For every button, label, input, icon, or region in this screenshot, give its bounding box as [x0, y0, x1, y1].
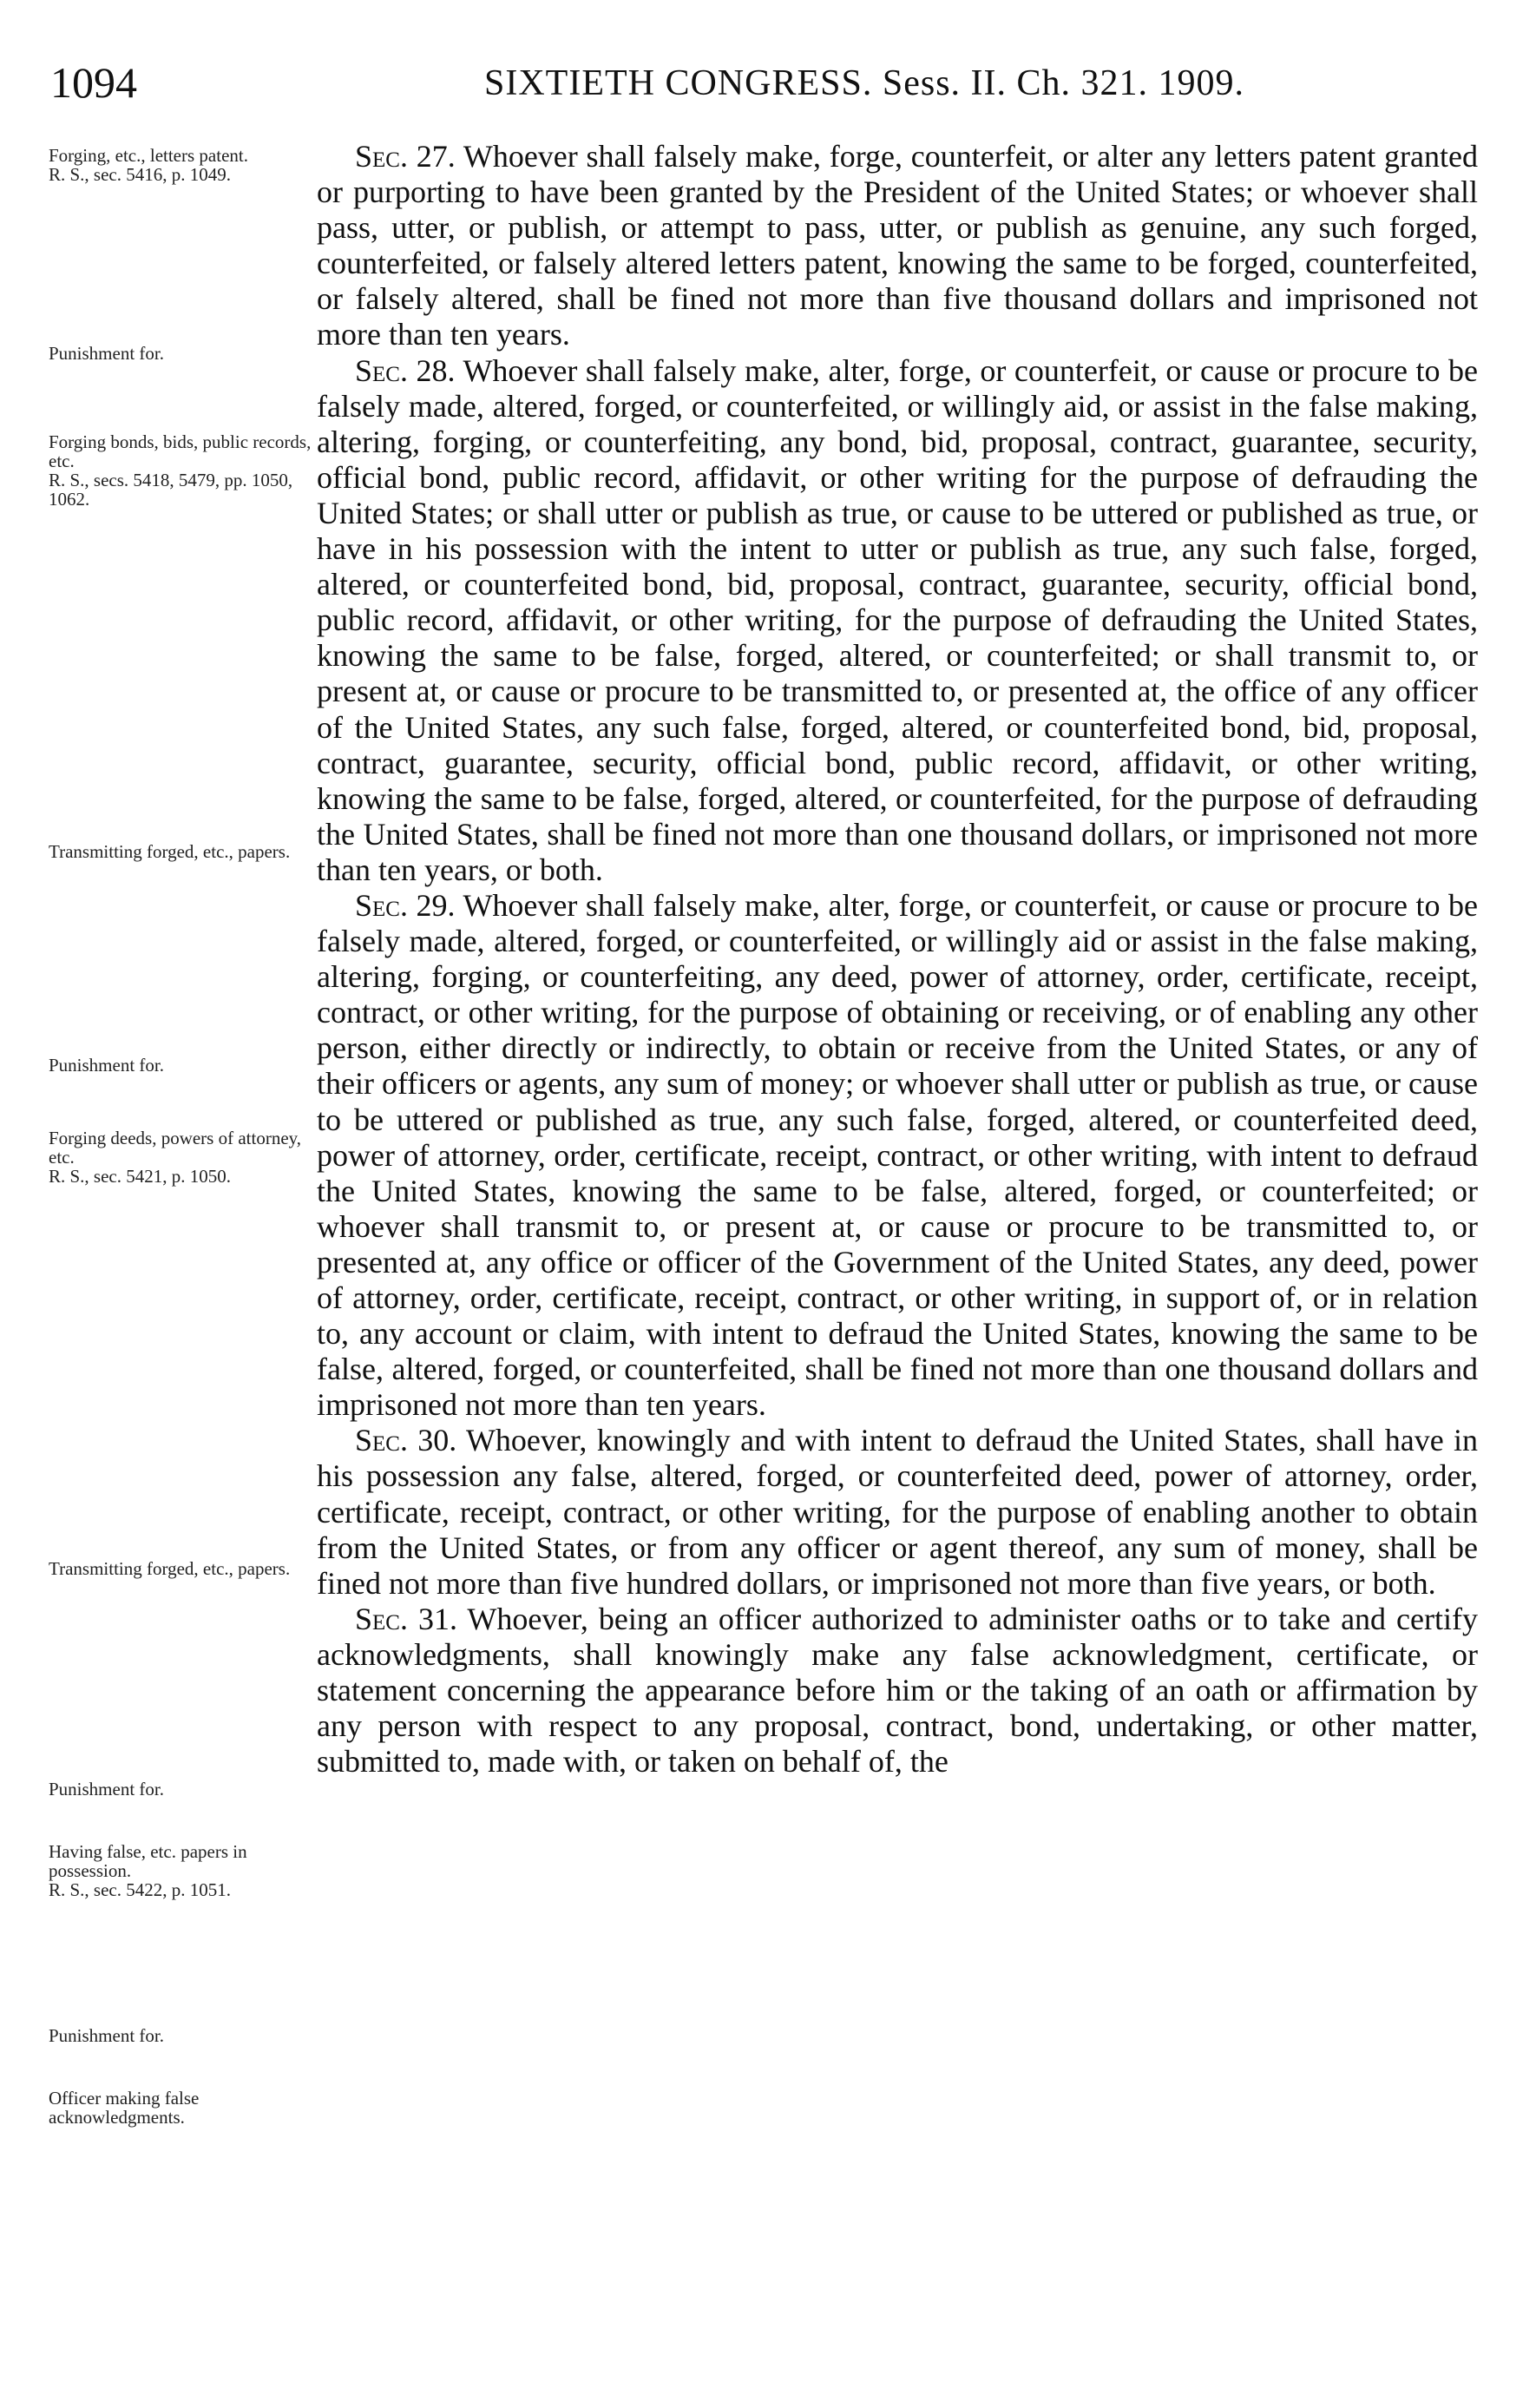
margin-note-citation: R. S., sec. 5416, p. 1049.	[49, 164, 231, 185]
section-text: Whoever shall falsely make, alter, forge, or counterfeit, or cause or procure to be falsely made, altered, forged, or counterfeited, or willingly aid or assist in the false making, altering, forging, or counterfeiting, any deed, power of attorney, order, certificate, receipt, contract, or other writing, for the purpose of obtaining or receiving, or of enabling any other person, either directly or indirectly, to obtain or receive from the United States, or any of their officers or agents, any sum of money; or whoever shall utter or publish as true, or cause to be uttered or published as true, any such false, forged, altered, or counterfeited deed, power of attorney, order, certificate, receipt, contract, or other writing, with intent to defraud the United States, knowing the same to be false, altered, forged, or counterfeited; or whoever shall transmit to, or present at, or cause or procure to be transmitted to, or presented at, any office or officer of the Government of the United States, any deed, power of attorney, order, certificate, receipt, contract, or other writing, in support of, or in relation to, any account or claim, with intent to defraud the United States, knowing the same to be false, altered, forged, or counterfeited, shall be fined not more than one thousand dollars and imprisoned not more than ten years.	[317, 887, 1479, 1423]
margin-note-punishment	[49, 2026, 318, 2045]
margin-note-citation: R. S., secs. 5418, 5479, pp. 1050, 1062.	[49, 470, 293, 510]
margin-note-transmitting-forged	[49, 1559, 318, 1578]
margin-note-heading: Transmitting forged, etc., papers.	[49, 841, 291, 862]
section-text: Whoever, knowingly and with intent to defraud the United States, shall have in his possession any false, altered, forged, or counterfeited deed, power of attorney, order, certificate, receipt, contract, or other writing, for the purpose of enabling another to obtain from the United States, or from any officer or agent thereof, any sum of money, shall be fined not more than five hundred dollars, or imprisoned not more than five years, or both.	[317, 1423, 1478, 1601]
margin-note-heading: Officer making false acknowledgments.	[49, 2088, 200, 2128]
margin-note-transmitting-forged	[49, 842, 318, 861]
section-text: Whoever shall falsely make, alter, forge, or counterfeit, or cause or procure to be falsely made, altered, forged, or counterfeited, or willingly aid, or assist in the false making, altering, forging, or counterfeiting, any bond, bid, proposal, contract, guarantee, security, official bond, public record, affidavit, or other writing for the purpose of defrauding the United States; or shall utter or publish as true, or cause to be uttered or published as true, or have in his possession with the intent to utter or publish as true, any such false, forged, altered, or counterfeited bond, bid, proposal, contract, guarantee, security, official bond, public record, affidavit, or other writing, for the purpose of defrauding the United States, knowing the same to be false, forged, altered, or counterfeited; or shall transmit to, or present at, or cause or procure to be transmitted to, or presented at, the office of any officer of the United States, any such false, forged, altered, or counterfeited bond, bid, proposal, contract, guarantee, security, official bond, public record, affidavit, or other writing, knowing the same to be false, forged, altered, or counterfeited, for the purpose of defrauding the United States, shall be fined not more than one thousand dollars, or imprisoned not more than ten years, or both.	[317, 352, 1479, 887]
section-label: Sec. 30.	[355, 1423, 457, 1458]
margin-note-officer-false-ack	[49, 2089, 318, 2127]
margin-note-punishment	[49, 1056, 318, 1075]
margin-note-forging-deeds	[49, 1128, 318, 1186]
margin-note-heading: Punishment for.	[49, 343, 165, 364]
margin-note-forging-bonds	[49, 432, 318, 509]
margin-note-punishment	[49, 1780, 318, 1799]
section-label: Sec. 27.	[355, 139, 456, 174]
section-label: Sec. 28.	[355, 352, 456, 388]
margin-note-heading: Forging, etc., letters patent.	[49, 145, 248, 166]
section-28	[317, 353, 1478, 888]
statute-body	[317, 139, 1478, 1780]
running-title: SIXTIETH CONGRESS. Sess. II. Ch. 321. 1909.	[484, 63, 1245, 103]
section-text: Whoever, being an officer authorized to administer oaths or to take and certify acknowledgments, shall knowingly make any false acknowledgment, certificate, or statement concerning the appearance before him or the taking of an oath or affirmation by any person with respect to any proposal, contract, bond, undertaking, or other matter, submitted to, made with, or taken on behalf of, the	[317, 1601, 1478, 1780]
margin-note-heading: Punishment for.	[49, 1055, 165, 1076]
section-31	[317, 1602, 1478, 1780]
margin-note-having-false-papers	[49, 1842, 318, 1899]
section-30	[317, 1423, 1478, 1601]
margin-note-citation: R. S., sec. 5421, p. 1050.	[49, 1166, 231, 1187]
section-29	[317, 888, 1478, 1423]
margin-note-heading: Forging bonds, bids, public records, etc.	[49, 431, 312, 471]
section-label: Sec. 31.	[355, 1601, 457, 1636]
margin-note-heading: Punishment for.	[49, 1779, 165, 1799]
page-number: 1094	[50, 58, 137, 107]
section-label: Sec. 29.	[355, 887, 456, 923]
section-27	[317, 139, 1478, 353]
margin-note-letters-patent	[49, 146, 318, 184]
margin-note-heading: Transmitting forged, etc., papers.	[49, 1558, 291, 1579]
margin-note-punishment	[49, 344, 318, 363]
margin-note-heading: Punishment for.	[49, 2025, 165, 2046]
section-text: Whoever shall falsely make, forge, counterfeit, or alter any letters patent granted or purporting to have been granted by the President of the United States; or whoever shall pass, utter, or publish, or attempt to pass, utter, or publish as genuine, any such forged, counterfeited, or falsely altered letters patent, knowing the same to be forged, counterfeited, or falsely altered, shall be fined not more than five thousand dollars and imprisoned not more than ten years.	[317, 139, 1479, 352]
margin-note-heading: Having false, etc. papers in possession.	[49, 1841, 247, 1881]
margin-note-citation: R. S., sec. 5422, p. 1051.	[49, 1879, 231, 1900]
margin-note-heading: Forging deeds, powers of attorney, etc.	[49, 1128, 302, 1168]
running-header	[50, 57, 1474, 118]
